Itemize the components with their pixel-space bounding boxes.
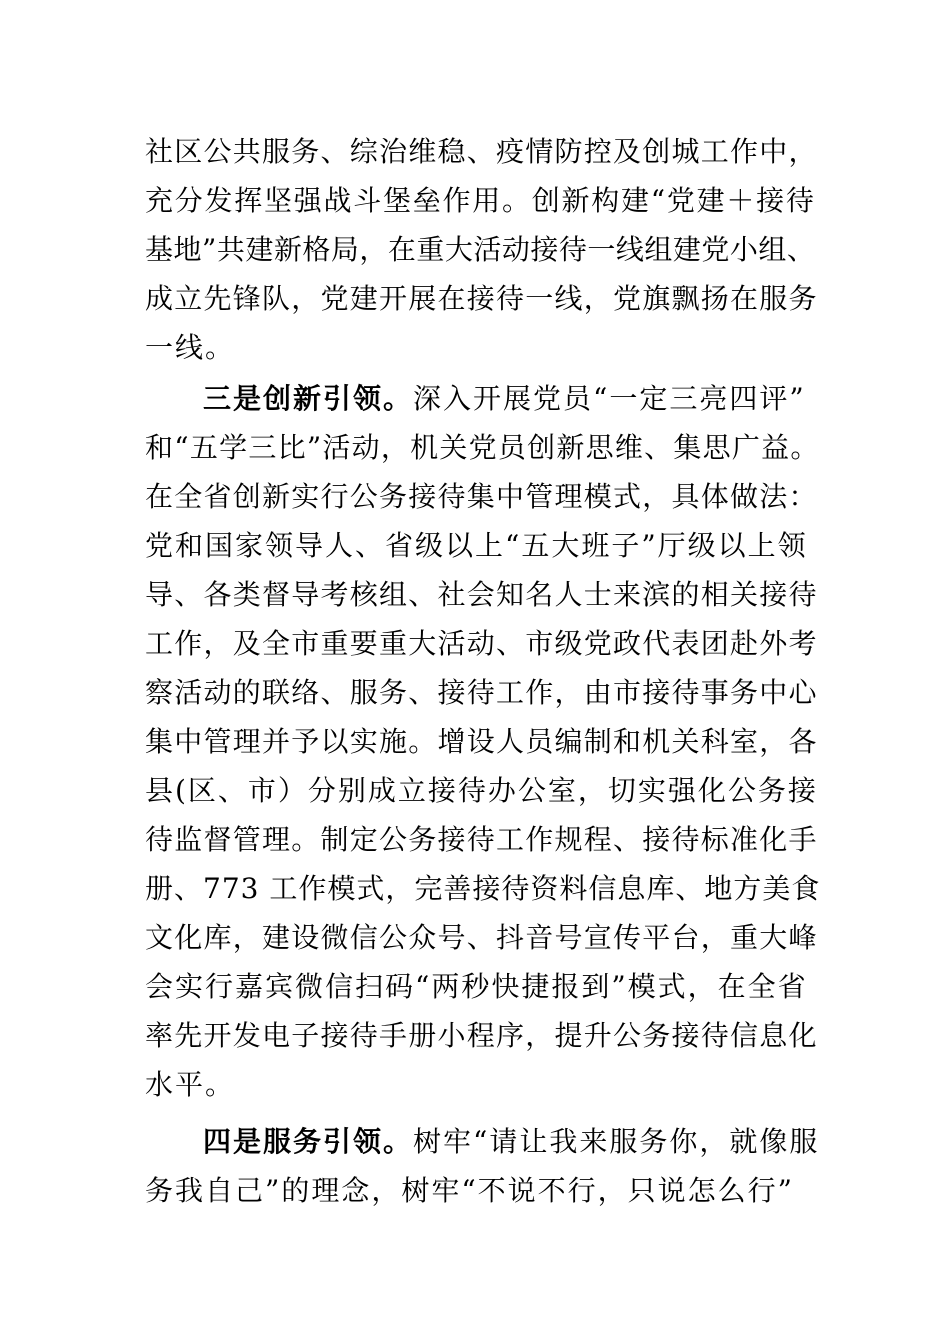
paragraph-heading: 三是创新引领。 xyxy=(203,382,414,415)
text-line: 一线。 xyxy=(145,331,236,364)
text-line: 成立先锋队，党建开展在接待一线，党旗飘扬在服务 xyxy=(145,282,818,315)
paragraph-service-lead xyxy=(145,1117,820,1215)
text-line: 导、各类督导考核组、社会知名人士来滨的相关接待 xyxy=(145,578,818,611)
text-line: 充分发挥坚强战斗堡垒作用。创新构建“党建＋接待 xyxy=(145,184,816,217)
text-line: 会实行嘉宾微信扫码“两秒快捷报到”模式，在全省 xyxy=(145,970,808,1003)
text-line: 在全省创新实行公务接待集中管理模式，具体做法： xyxy=(145,480,818,513)
text-line: 集中管理并予以实施。增设人员编制和机关科室，各 xyxy=(145,725,818,758)
text-line: 县(区、市）分别成立接待办公室，切实强化公务接 xyxy=(145,774,818,807)
text-line: 社区公共服务、综治维稳、疫情防控及创城工作中， xyxy=(145,135,818,168)
text-line: 务我自己”的理念，树牢“不说不行，只说怎么行” xyxy=(145,1174,794,1207)
text-line-first xyxy=(145,374,820,423)
text-line: 工作，及全市重要重大活动、市级党政代表团赴外考 xyxy=(145,627,818,660)
text-line: 待监督管理。制定公务接待工作规程、接待标准化手 xyxy=(145,823,818,856)
text-line: 水平。 xyxy=(145,1068,236,1101)
text-line: 党和国家领导人、省级以上“五大班子”厅级以上领 xyxy=(145,529,808,562)
text-line-rest: 深入开展党员“一定三亮四评” xyxy=(413,382,806,415)
text-line: 基地”共建新格局，在重大活动接待一线组建党小组、 xyxy=(145,233,816,266)
text-line: 册、773 工作模式，完善接待资料信息库、地方美食 xyxy=(145,872,821,905)
text-line-first xyxy=(145,1117,820,1166)
text-line: 和“五学三比”活动，机关党员创新思维、集思广益。 xyxy=(145,431,820,464)
text-line-rest: 树牢“请让我来服务你，就像服 xyxy=(413,1125,820,1158)
text-line: 察活动的联络、服务、接待工作，由市接待事务中心 xyxy=(145,676,818,709)
text-line: 率先开发电子接待手册小程序，提升公务接待信息化 xyxy=(145,1019,818,1052)
paragraph-heading: 四是服务引领。 xyxy=(203,1125,414,1158)
paragraph-community-service xyxy=(145,127,820,372)
text-line: 文化库，建设微信公众号、抖音号宣传平台，重大峰 xyxy=(145,921,818,954)
paragraph-innovation-lead xyxy=(145,374,820,1109)
